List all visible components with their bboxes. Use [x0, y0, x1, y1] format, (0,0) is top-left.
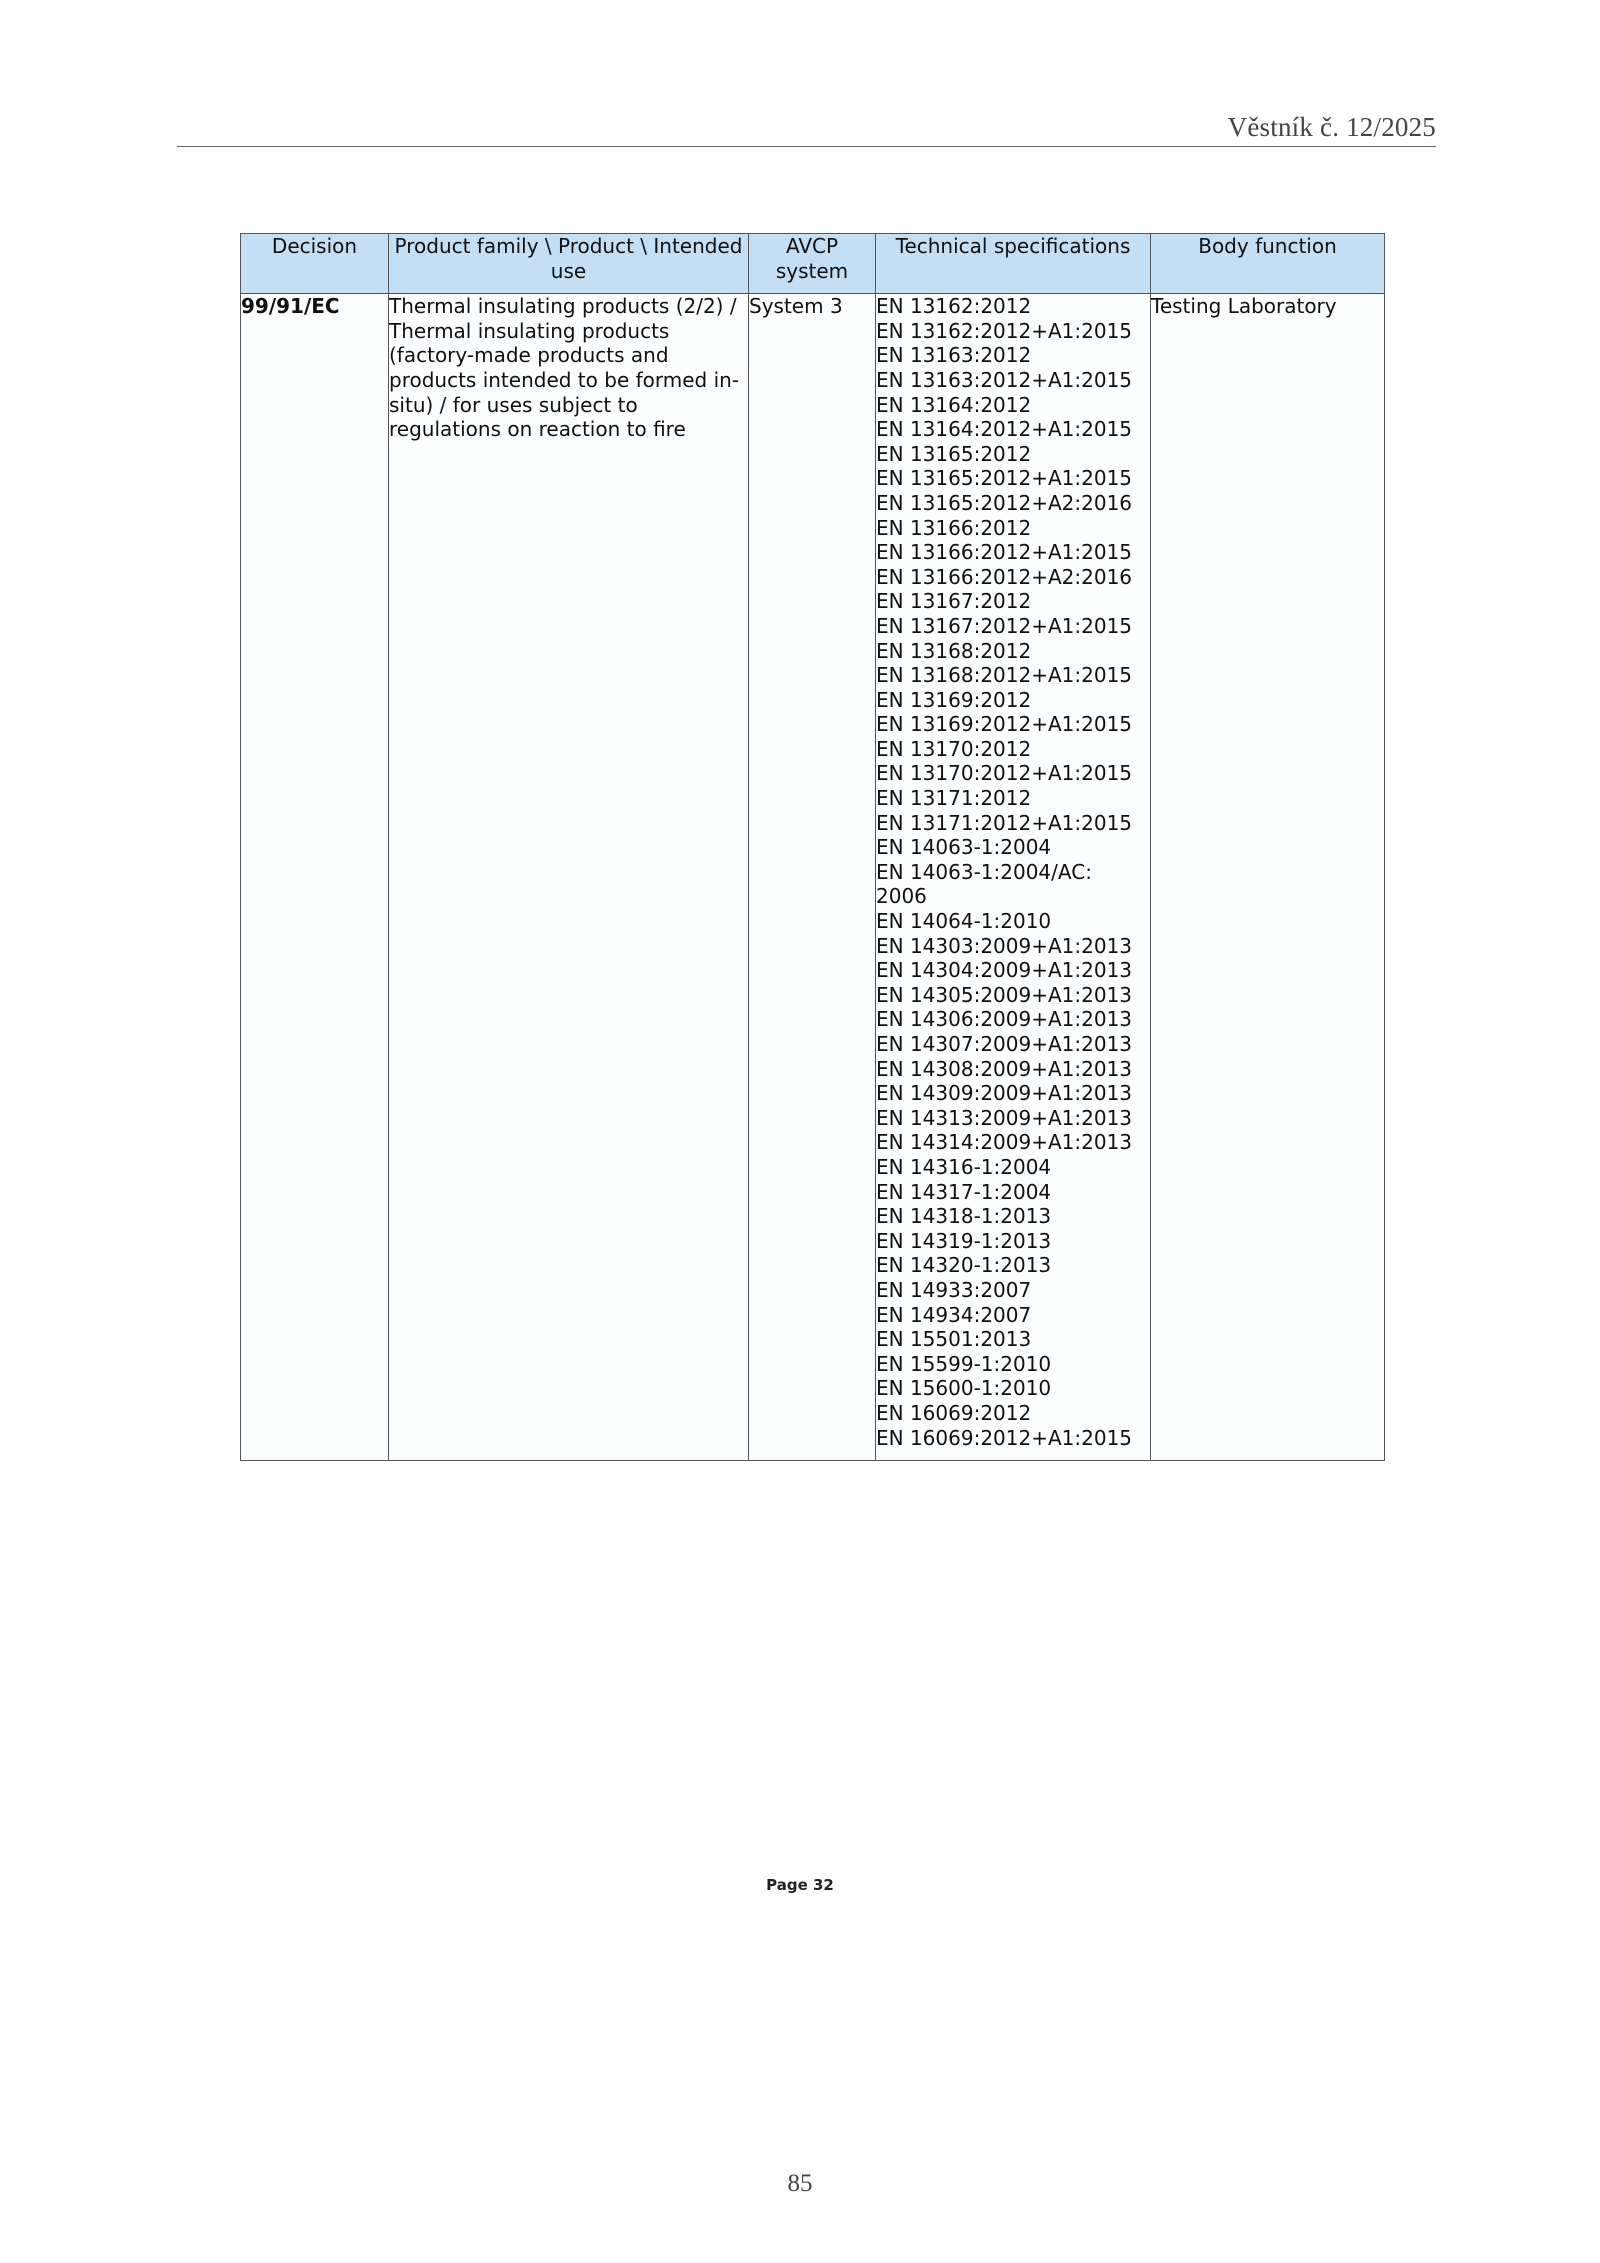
spec-item: EN 14063-1:2004	[876, 835, 1052, 860]
spec-item: 2006	[876, 884, 927, 909]
page-number: 85	[787, 2170, 813, 2197]
spec-item: EN 14319-1:2013	[876, 1228, 1052, 1253]
spec-item: EN 13163:2012	[876, 343, 1032, 368]
product-cell: Thermal insulating products (2/2) / Thermal insulating products (factory-made products and products intended to be formed in-situ) / for uses subject to regulations on reaction to fire	[389, 294, 749, 1461]
spec-item: EN 14318-1:2013	[876, 1204, 1052, 1229]
spec-item: EN 14303:2009+A1:2013	[876, 933, 1133, 958]
column-header-body-function: Body function	[1151, 234, 1385, 294]
spec-item: EN 13165:2012	[876, 441, 1032, 466]
spec-item: EN 13171:2012	[876, 786, 1032, 811]
spec-item: EN 13169:2012	[876, 687, 1032, 712]
spec-item: EN 13171:2012+A1:2015	[876, 810, 1133, 835]
spec-item: EN 14320-1:2013	[876, 1253, 1052, 1278]
header-divider	[177, 146, 1436, 147]
spec-item: EN 14306:2009+A1:2013	[876, 1007, 1133, 1032]
spec-item: EN 13167:2012+A1:2015	[876, 613, 1133, 638]
page-label: Page 32	[766, 1876, 834, 1894]
spec-item: EN 13170:2012+A1:2015	[876, 761, 1133, 786]
spec-item: EN 13168:2012	[876, 638, 1032, 663]
spec-item: EN 14307:2009+A1:2013	[876, 1032, 1133, 1056]
spec-item: EN 14934:2007	[876, 1302, 1032, 1327]
spec-item: EN 15501:2013	[876, 1327, 1032, 1352]
spec-item: EN 13166:2012+A1:2015	[876, 540, 1133, 565]
column-header-avcp: AVCP system	[749, 234, 876, 294]
spec-item: EN 14314:2009+A1:2013	[876, 1130, 1133, 1155]
spec-item: EN 16069:2012+A1:2015	[876, 1425, 1133, 1450]
spec-item: EN 13166:2012	[876, 515, 1032, 540]
spec-item: EN 13165:2012+A1:2015	[876, 466, 1133, 491]
spec-item: EN 13162:2012	[876, 294, 1032, 319]
spec-item: EN 13164:2012	[876, 392, 1032, 417]
spec-item: EN 14305:2009+A1:2013	[876, 982, 1133, 1007]
table-header-row	[241, 234, 1385, 294]
spec-item: EN 13170:2012	[876, 736, 1032, 761]
table-row	[241, 294, 1385, 1461]
spec-item: EN 14063-1:2004/AC:	[876, 859, 1092, 884]
spec-item: EN 14308:2009+A1:2013	[876, 1056, 1133, 1081]
spec-item: EN 14304:2009+A1:2013	[876, 958, 1133, 983]
spec-item: EN 14316-1:2004	[876, 1154, 1052, 1179]
spec-item: EN 15599-1:2010	[876, 1351, 1052, 1376]
spec-item: EN 15600-1:2010	[876, 1376, 1052, 1401]
column-header-specs: Technical specifications	[876, 234, 1151, 294]
spec-item: EN 13165:2012+A2:2016	[876, 490, 1133, 515]
spec-item: EN 13169:2012+A1:2015	[876, 712, 1133, 737]
document-header-title: Věstník č. 12/2025	[1227, 112, 1436, 142]
spec-item: EN 13166:2012+A2:2016	[876, 564, 1133, 589]
spec-item: EN 13167:2012	[876, 589, 1032, 614]
spec-item: EN 14317-1:2004	[876, 1179, 1052, 1204]
body-function-cell: Testing Laboratory	[1151, 294, 1385, 1461]
decision-cell: 99/91/EC	[241, 294, 389, 1461]
avcp-cell: System 3	[749, 294, 876, 1461]
spec-item: EN 13163:2012+A1:2015	[876, 367, 1133, 392]
spec-item: EN 14309:2009+A1:2013	[876, 1081, 1133, 1106]
spec-item: EN 13168:2012+A1:2015	[876, 663, 1133, 688]
spec-item: EN 14064-1:2010	[876, 909, 1052, 934]
spec-item: EN 13162:2012+A1:2015	[876, 318, 1133, 343]
spec-item: EN 16069:2012	[876, 1400, 1032, 1425]
column-header-decision: Decision	[241, 234, 389, 294]
specification-table	[240, 233, 1385, 1461]
spec-item: EN 13164:2012+A1:2015	[876, 417, 1133, 442]
specs-cell	[876, 294, 1151, 1461]
column-header-product: Product family \ Product \ Intended use	[389, 234, 749, 294]
spec-item: EN 14313:2009+A1:2013	[876, 1105, 1133, 1130]
spec-item: EN 14933:2007	[876, 1277, 1032, 1302]
